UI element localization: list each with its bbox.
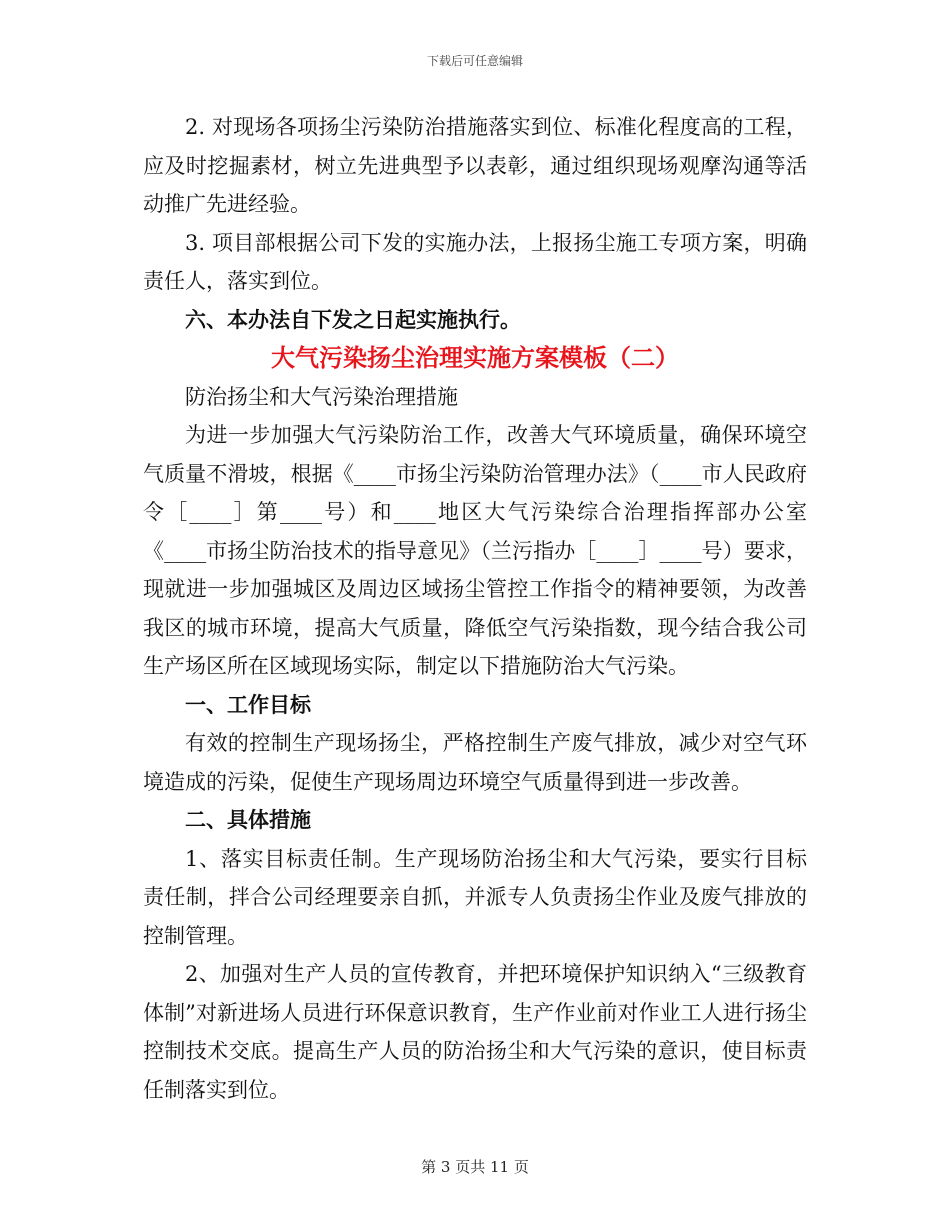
measure-paragraph-1: 1、落实目标责任制。生产现场防治扬尘和大气污染，要实行目标责任制，拌合公司经理要亲自抓，并派专人负责扬尘作业及废气排放的控制管理。	[143, 846, 807, 948]
page-footer: 第 3 页共 11 页	[421, 1158, 529, 1176]
intro-paragraph: 为进一步加强大气污染防治工作，改善大气环境质量，确保环境空气质量不滑坡，根据《____市扬尘污染防治管理办法》（____市人民政府令［____］第____号）和____地区大气污染综合治理指挥部办公室《____市扬尘防治技术的指导意见》（兰污指办［____］____号）要求，现就进一步加强城区及周边区域扬尘管控工作指令的精神要领，为改善我区的城市环境，提高大气质量，降低空气污染指数，现今结合我公司生产场区所在区域现场实际，制定以下措施防治大气污染。	[143, 423, 807, 678]
document-body	[143, 108, 807, 1109]
paragraph-item-3: 3. 项目部根据公司下发的实施办法，上报扬尘施工专项方案，明确责任人，落实到位。	[143, 230, 807, 293]
paragraph-item-2: 2. 对现场各项扬尘污染防治措施落实到位、标准化程度高的工程，应及时挖掘素材，树立先进典型予以表彰，通过组织现场观摩沟通等活动推广先进经验。	[143, 115, 807, 216]
section-heading-six: 六、本办法自下发之日起实施执行。	[185, 306, 521, 332]
subtitle-paragraph: 防治扬尘和大气污染治理措施	[185, 384, 458, 409]
section-heading-goals: 一、工作目标	[185, 691, 311, 717]
goals-paragraph: 有效的控制生产现场扬尘，严格控制生产废气排放，减少对空气环境造成的污染，促使生产现场周边环境空气质量得到进一步改善。	[143, 731, 807, 794]
measure-paragraph-2: 2、加强对生产人员的宣传教育，并把环境保护知识纳入“三级教育体制”对新进场人员进行环保意识教育，生产作业前对作业工人进行扬尘控制技术交底。提高生产人员的防治扬尘和大气污染的意识，使目标责任制落实到位。	[143, 962, 807, 1102]
section-heading-measures: 二、具体措施	[185, 807, 311, 832]
page-header: 下载后可任意编辑	[426, 54, 523, 68]
document-title: 大气污染扬尘治理实施方案模板（二）	[271, 343, 679, 372]
